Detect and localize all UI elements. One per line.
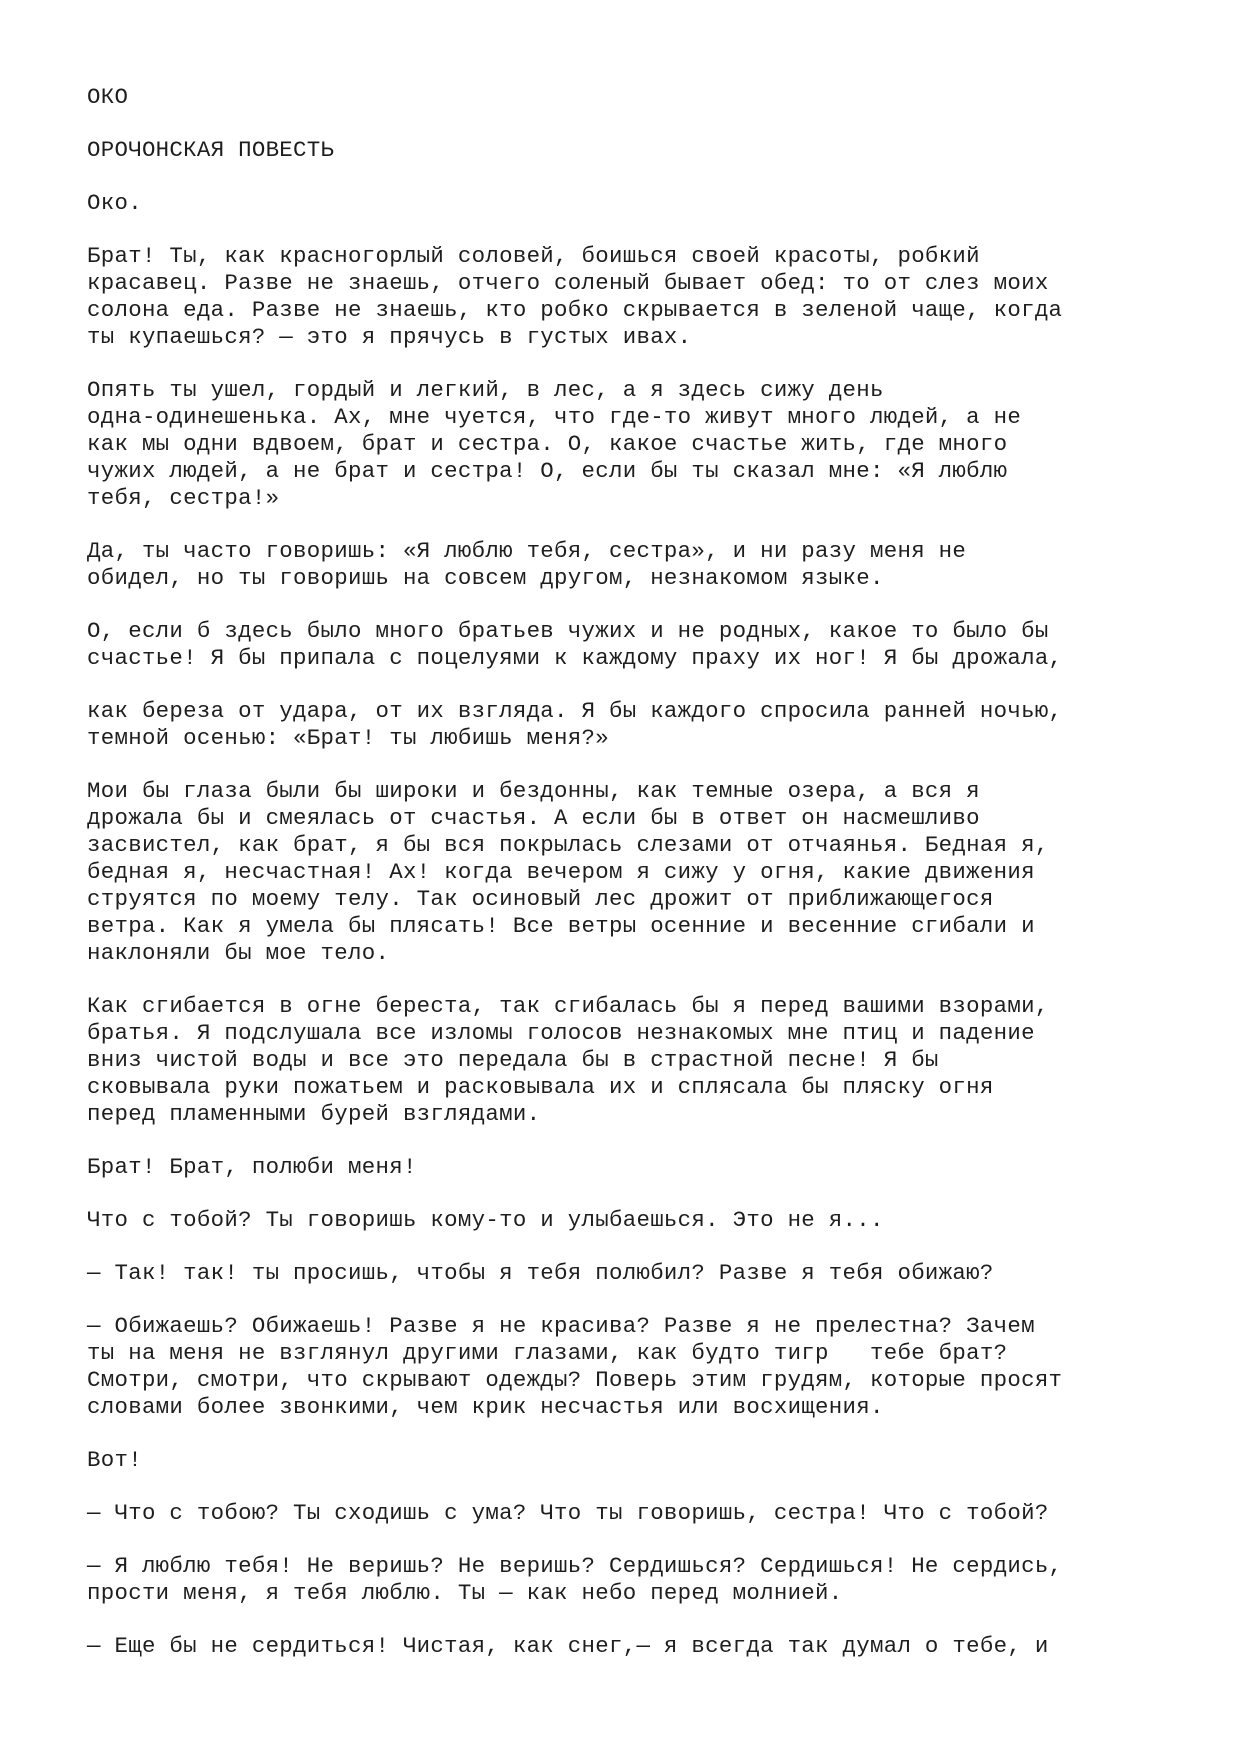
paragraph-9: Что с тобой? Ты говоришь кому-то и улыбаешься. Это не я... (87, 1207, 884, 1233)
paragraph-7: Как сгибается в огне береста, так сгибалась бы я перед вашими взорами, братья. Я подслушала все изломы голосов незнакомых мне птиц и падение вниз чистой воды и все это передала бы в страстной песне! Я бы сковывала руки пожатьем и расковывала их и сплясала бы пляску огня перед пламенными бурей взглядами. (87, 993, 1049, 1127)
document-body (87, 84, 1167, 1686)
paragraph-4: О, если б здесь было много братьев чужих и не родных, какое то было бы счастье! Я бы припала с поцелуями к каждому праху их ног! Я бы дрожала, (87, 618, 1063, 671)
paragraph-10: — Так! так! ты просишь, чтобы я тебя полюбил? Разве я тебя обижаю? (87, 1260, 994, 1286)
paragraph-8: Брат! Брат, полюби меня! (87, 1154, 417, 1180)
section-heading: Око. (87, 190, 142, 216)
paragraph-5: как береза от удара, от их взгляда. Я бы каждого спросила ранней ночью, темной осенью: «Брат! ты любишь меня?» (87, 698, 1063, 751)
paragraph-13: — Что с тобою? Ты сходишь с ума? Что ты говоришь, сестра! Что с тобой? (87, 1500, 1049, 1526)
paragraph-11: — Обижаешь? Обижаешь! Разве я не красива? Разве я не прелестна? Зачем ты на меня не взглянул другими глазами, как будто тигр тебе брат? Смотри, смотри, что скрывают одежды? Поверь этим грудям, которые просят словами более звонкими, чем крик несчастья или восхищения. (87, 1313, 1063, 1420)
paragraph-12: Вот! (87, 1447, 142, 1473)
paragraph-2: Опять ты ушел, гордый и легкий, в лес, а я здесь сижу день одна-одинешенька. Ах, мне чуется, что где-то живут много людей, а не как мы одни вдвоем, брат и сестра. О, какое счастье жить, где много чужих людей, а не брат и сестра! О, если бы ты сказал мне: «Я люблю тебя, сестра!» (87, 377, 1022, 511)
document-title: ОКО (87, 84, 129, 110)
paragraph-1: Брат! Ты, как красногорлый соловей, боишься своей красоты, робкий красавец. Разве не знаешь, отчего соленый бывает обед: то от слез моих солона еда. Разве не знаешь, кто робко скрывается в зеленой чаще, когда ты купаешься? — это я прячусь в густых ивах. (87, 243, 1063, 350)
paragraph-6: Мои бы глаза были бы широки и бездонны, как темные озера, а вся я дрожала бы и смеялась от счастья. А если бы в ответ он насмешливо засвистел, как брат, я бы вся покрылась слезами от отчаянья. Бедная я, бедная я, несчастная! Ах! когда вечером я сижу у огня, какие движения струятся по моему телу. Так осиновый лес дрожит от приближающегося ветра. Как я умела бы плясать! Все ветры осенние и весенние сгибали и наклоняли бы мое тело. (87, 778, 1049, 966)
paragraph-15: — Еще бы не сердиться! Чистая, как снег,— я всегда так думал о тебе, и (87, 1633, 1049, 1659)
document-subtitle: ОРОЧОНСКАЯ ПОВЕСТЬ (87, 137, 335, 163)
paragraph-14: — Я люблю тебя! Не веришь? Не веришь? Сердишься? Сердишься! Не сердись, прости меня, я тебя люблю. Ты — как небо перед молнией. (87, 1553, 1063, 1606)
paragraph-3: Да, ты часто говоришь: «Я люблю тебя, сестра», и ни разу меня не обидел, но ты говоришь на совсем другом, незнакомом языке. (87, 538, 967, 591)
